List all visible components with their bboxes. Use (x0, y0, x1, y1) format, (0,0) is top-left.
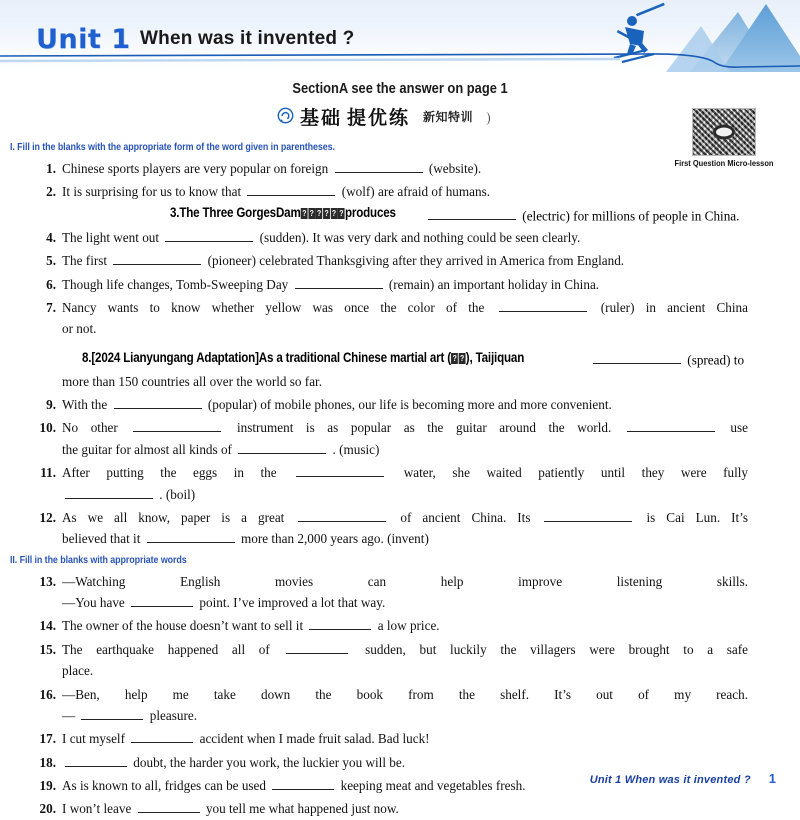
question-raw-text: 3.The Three GorgesDam ? ? ? ? ? ? produces (170, 204, 396, 220)
question-text: — (62, 707, 79, 723)
question-number: 16. (39, 686, 56, 702)
question-body (62, 462, 748, 505)
badge-main-text-2: 提优练 (347, 107, 411, 129)
section-heading: II. Fill in the blanks with appropriate words (10, 553, 187, 566)
question-item (30, 158, 748, 179)
question-text: —You have (62, 595, 129, 610)
question-text: (spread) to (684, 352, 745, 368)
question-body (62, 250, 748, 271)
exercise-body (0, 141, 800, 820)
question-text: of ancient China. Its (389, 509, 542, 525)
question-text: believed that it (62, 531, 144, 547)
badge-tail-swoosh (479, 112, 490, 125)
missing-glyph-box: ? (339, 208, 344, 218)
question-text: doubt, the harder you work, the luckier you will be. (130, 754, 406, 770)
question-item (30, 462, 748, 505)
question-text: (sudden). It was very dark and nothing could be seen clearly. (256, 229, 581, 245)
question-number: 2. (46, 184, 56, 200)
question-line (62, 684, 748, 705)
question-body (62, 728, 748, 749)
question-body (62, 417, 748, 460)
question-number: 14. (39, 618, 56, 634)
question-text: (remain) an important holiday in China. (385, 276, 600, 292)
question-number: 13. (39, 573, 56, 589)
question-number: 18. (39, 754, 56, 770)
question-item (30, 728, 748, 749)
page-footer (0, 770, 800, 788)
question-number: 6. (46, 276, 56, 292)
question-text: you tell me what happened just now. (202, 801, 399, 817)
question-body (62, 507, 748, 550)
answer-blank[interactable] (298, 508, 386, 522)
question-body (62, 798, 748, 819)
question-body (62, 274, 748, 295)
question-number: 20. (39, 801, 56, 817)
question-item (30, 394, 748, 415)
page-header (0, 0, 800, 72)
question-line (62, 439, 748, 460)
answer-blank[interactable] (296, 464, 384, 478)
question-number: 11. (40, 465, 56, 481)
question-line (62, 705, 748, 726)
question-text: Chinese sports players are very popular on foreign (62, 161, 332, 176)
question-number: 7. (46, 299, 56, 315)
question-text: The first (62, 253, 111, 269)
question-text: sudden, but luckily the villagers were brought to a safe (351, 641, 748, 657)
question-text: As is known to all, fridges can be used (62, 778, 270, 793)
missing-glyph-box: ? (302, 208, 307, 218)
answer-blank[interactable] (147, 530, 235, 544)
answer-blank[interactable] (544, 508, 632, 522)
question-item (30, 615, 748, 636)
question-text: It is surprising for us to know that (62, 184, 245, 200)
question-body (62, 227, 748, 248)
question-number: 17. (39, 731, 56, 747)
question-number: 10. (39, 420, 56, 436)
spacer (30, 342, 748, 350)
answer-blank[interactable] (247, 183, 335, 197)
question-first-line (30, 350, 748, 371)
missing-glyph-box: ? (324, 208, 329, 218)
answer-blank[interactable] (113, 252, 201, 266)
answer-blank[interactable] (295, 275, 383, 289)
badge-sub-text: 新知特训 (423, 110, 474, 124)
question-tail (590, 351, 744, 369)
question-text: . (music) (329, 441, 380, 457)
question-line (62, 462, 748, 483)
missing-glyph-box: ? (317, 208, 322, 218)
question-line (62, 297, 748, 318)
question-item (30, 181, 748, 202)
unit-label: Unit 1 (36, 24, 131, 55)
question-text: Nancy wants to know whether yellow was once the color of the (62, 299, 496, 315)
answer-blank[interactable] (286, 640, 348, 654)
answer-blank[interactable] (131, 593, 193, 607)
headphone-circle-icon (276, 107, 295, 126)
question-text: place. (62, 663, 94, 679)
question-body (62, 571, 748, 614)
question-text: a low price. (374, 618, 440, 634)
question-body (62, 639, 748, 682)
question-item (30, 639, 748, 682)
question-line (62, 728, 748, 749)
question-item (30, 798, 748, 819)
question-line (62, 394, 748, 415)
missing-glyph-box: ? (331, 208, 336, 218)
section-a-note: SectionA see the answer on page 1 (292, 80, 508, 97)
question-text: (popular) of mobile phones, our life is becoming more and more convenient. (204, 397, 612, 412)
question-line (62, 274, 748, 295)
question-number: 5. (46, 253, 56, 269)
question-text: No other (62, 420, 131, 436)
question-line (62, 639, 748, 660)
question-list (0, 158, 800, 550)
answer-blank[interactable] (593, 351, 681, 365)
question-line (62, 660, 748, 681)
question-line (62, 592, 748, 613)
question-text: more than 2,000 years ago. (invent) (237, 531, 429, 547)
question-number: 12. (39, 509, 56, 525)
badge-main-text-1: 基础 (300, 107, 343, 129)
question-item (30, 342, 748, 392)
question-line (62, 250, 748, 271)
qr-code-image[interactable] (692, 108, 756, 156)
question-text: With the (62, 397, 111, 412)
question-text: I won’t leave (62, 801, 135, 817)
question-text: accident when I made fruit salad. Bad luck! (196, 731, 430, 747)
answer-blank[interactable] (335, 159, 423, 173)
missing-glyph-box: ? (452, 353, 457, 363)
question-text: pleasure. (146, 707, 198, 723)
question-text: The light went out (62, 229, 163, 245)
page-title: When was it invented ? (140, 28, 355, 49)
question-text: use (717, 420, 748, 436)
question-item (30, 297, 748, 340)
answer-blank[interactable] (65, 485, 153, 499)
question-item (30, 507, 748, 550)
question-body (62, 615, 748, 636)
answer-blank[interactable] (627, 419, 715, 433)
question-text: more than 150 countries all over the world so far. (62, 373, 323, 389)
question-continuation (30, 371, 748, 392)
question-text: As we all know, paper is a great (62, 509, 296, 525)
question-text: point. I’ve improved a lot that way. (196, 595, 386, 610)
answer-blank[interactable] (65, 753, 127, 767)
micro-lesson-qr[interactable] (666, 108, 782, 168)
answer-blank[interactable] (309, 617, 371, 631)
question-item (30, 205, 748, 225)
question-number: 15. (39, 641, 56, 657)
question-item (30, 250, 748, 271)
question-text: (electric) for millions of people in China. (519, 208, 740, 224)
question-number: 4. (46, 229, 56, 245)
question-text: or not. (62, 321, 97, 337)
question-line (62, 507, 748, 528)
page-number: 1 (768, 771, 776, 786)
question-item (30, 417, 748, 460)
question-item (30, 227, 748, 248)
answer-blank[interactable] (131, 730, 193, 744)
question-line (62, 417, 748, 438)
question-body (62, 181, 748, 202)
missing-glyph-box: ? (309, 208, 314, 218)
question-text: —Watching English movies can help improve listening skills. (62, 573, 748, 589)
question-line (62, 158, 748, 179)
answer-blank[interactable] (81, 706, 143, 720)
answer-blank[interactable] (428, 207, 516, 221)
answer-blank[interactable] (138, 800, 200, 814)
answer-blank[interactable] (165, 228, 253, 242)
question-raw-text: 8.[2024 Lianyungang Adaptation]As a traditional Chinese martial art ( ? ? ), Taijiquan (82, 349, 525, 365)
question-text: The owner of the house doesn’t want to sell it (62, 618, 307, 634)
question-number: 19. (39, 778, 56, 793)
question-line (62, 227, 748, 248)
footer-title: Unit 1 When was it invented ? (589, 774, 751, 786)
question-tail (425, 207, 739, 225)
missing-glyph-box: ? (460, 353, 465, 363)
question-line (62, 318, 748, 339)
question-text: (wolf) are afraid of humans. (338, 184, 491, 200)
question-text: (pioneer) celebrated Thanksgiving after they arrived in America from England. (204, 253, 625, 269)
question-number: 1. (46, 161, 56, 176)
question-body (62, 684, 748, 727)
answer-blank[interactable] (133, 419, 221, 433)
answer-blank[interactable] (238, 440, 326, 454)
question-body (62, 394, 748, 415)
question-body (62, 297, 748, 340)
section-heading: I. Fill in the blanks with the appropriate form of the word given in parentheses. (10, 141, 335, 153)
question-item (30, 684, 748, 727)
question-text: is Cai Lun. It’s (635, 509, 749, 525)
question-text: the guitar for almost all kinds of (62, 441, 236, 457)
question-text: After putting the eggs in the (62, 465, 294, 481)
question-text: The earthquake happened all of (62, 641, 284, 657)
question-text: (ruler) in ancient China (589, 299, 748, 315)
question-number-spacer (30, 371, 62, 392)
question-item (30, 571, 748, 614)
question-line (62, 571, 748, 592)
question-line (62, 484, 748, 505)
question-line (62, 528, 748, 549)
question-line (62, 798, 748, 819)
qr-caption: First Question Micro-lesson (674, 158, 774, 168)
question-item (30, 274, 748, 295)
question-text: instrument is as popular as the guitar around the world. (224, 420, 624, 436)
question-text: —Ben, help me take down the book from the shelf. It’s out of my reach. (62, 686, 748, 702)
question-text: water, she waited patiently until they were fully (387, 465, 749, 481)
answer-blank[interactable] (499, 298, 587, 312)
answer-blank[interactable] (114, 395, 202, 409)
question-text: . (boil) (156, 486, 196, 502)
question-text: I cut myself (62, 731, 129, 747)
question-line (62, 615, 748, 636)
question-text: Though life changes, Tomb-Sweeping Day (62, 276, 292, 292)
question-line (62, 181, 748, 202)
question-text: keeping meat and vegetables fresh. (337, 778, 526, 793)
question-text: (website). (425, 161, 482, 176)
question-number: 9. (46, 397, 56, 412)
question-body (62, 158, 748, 179)
